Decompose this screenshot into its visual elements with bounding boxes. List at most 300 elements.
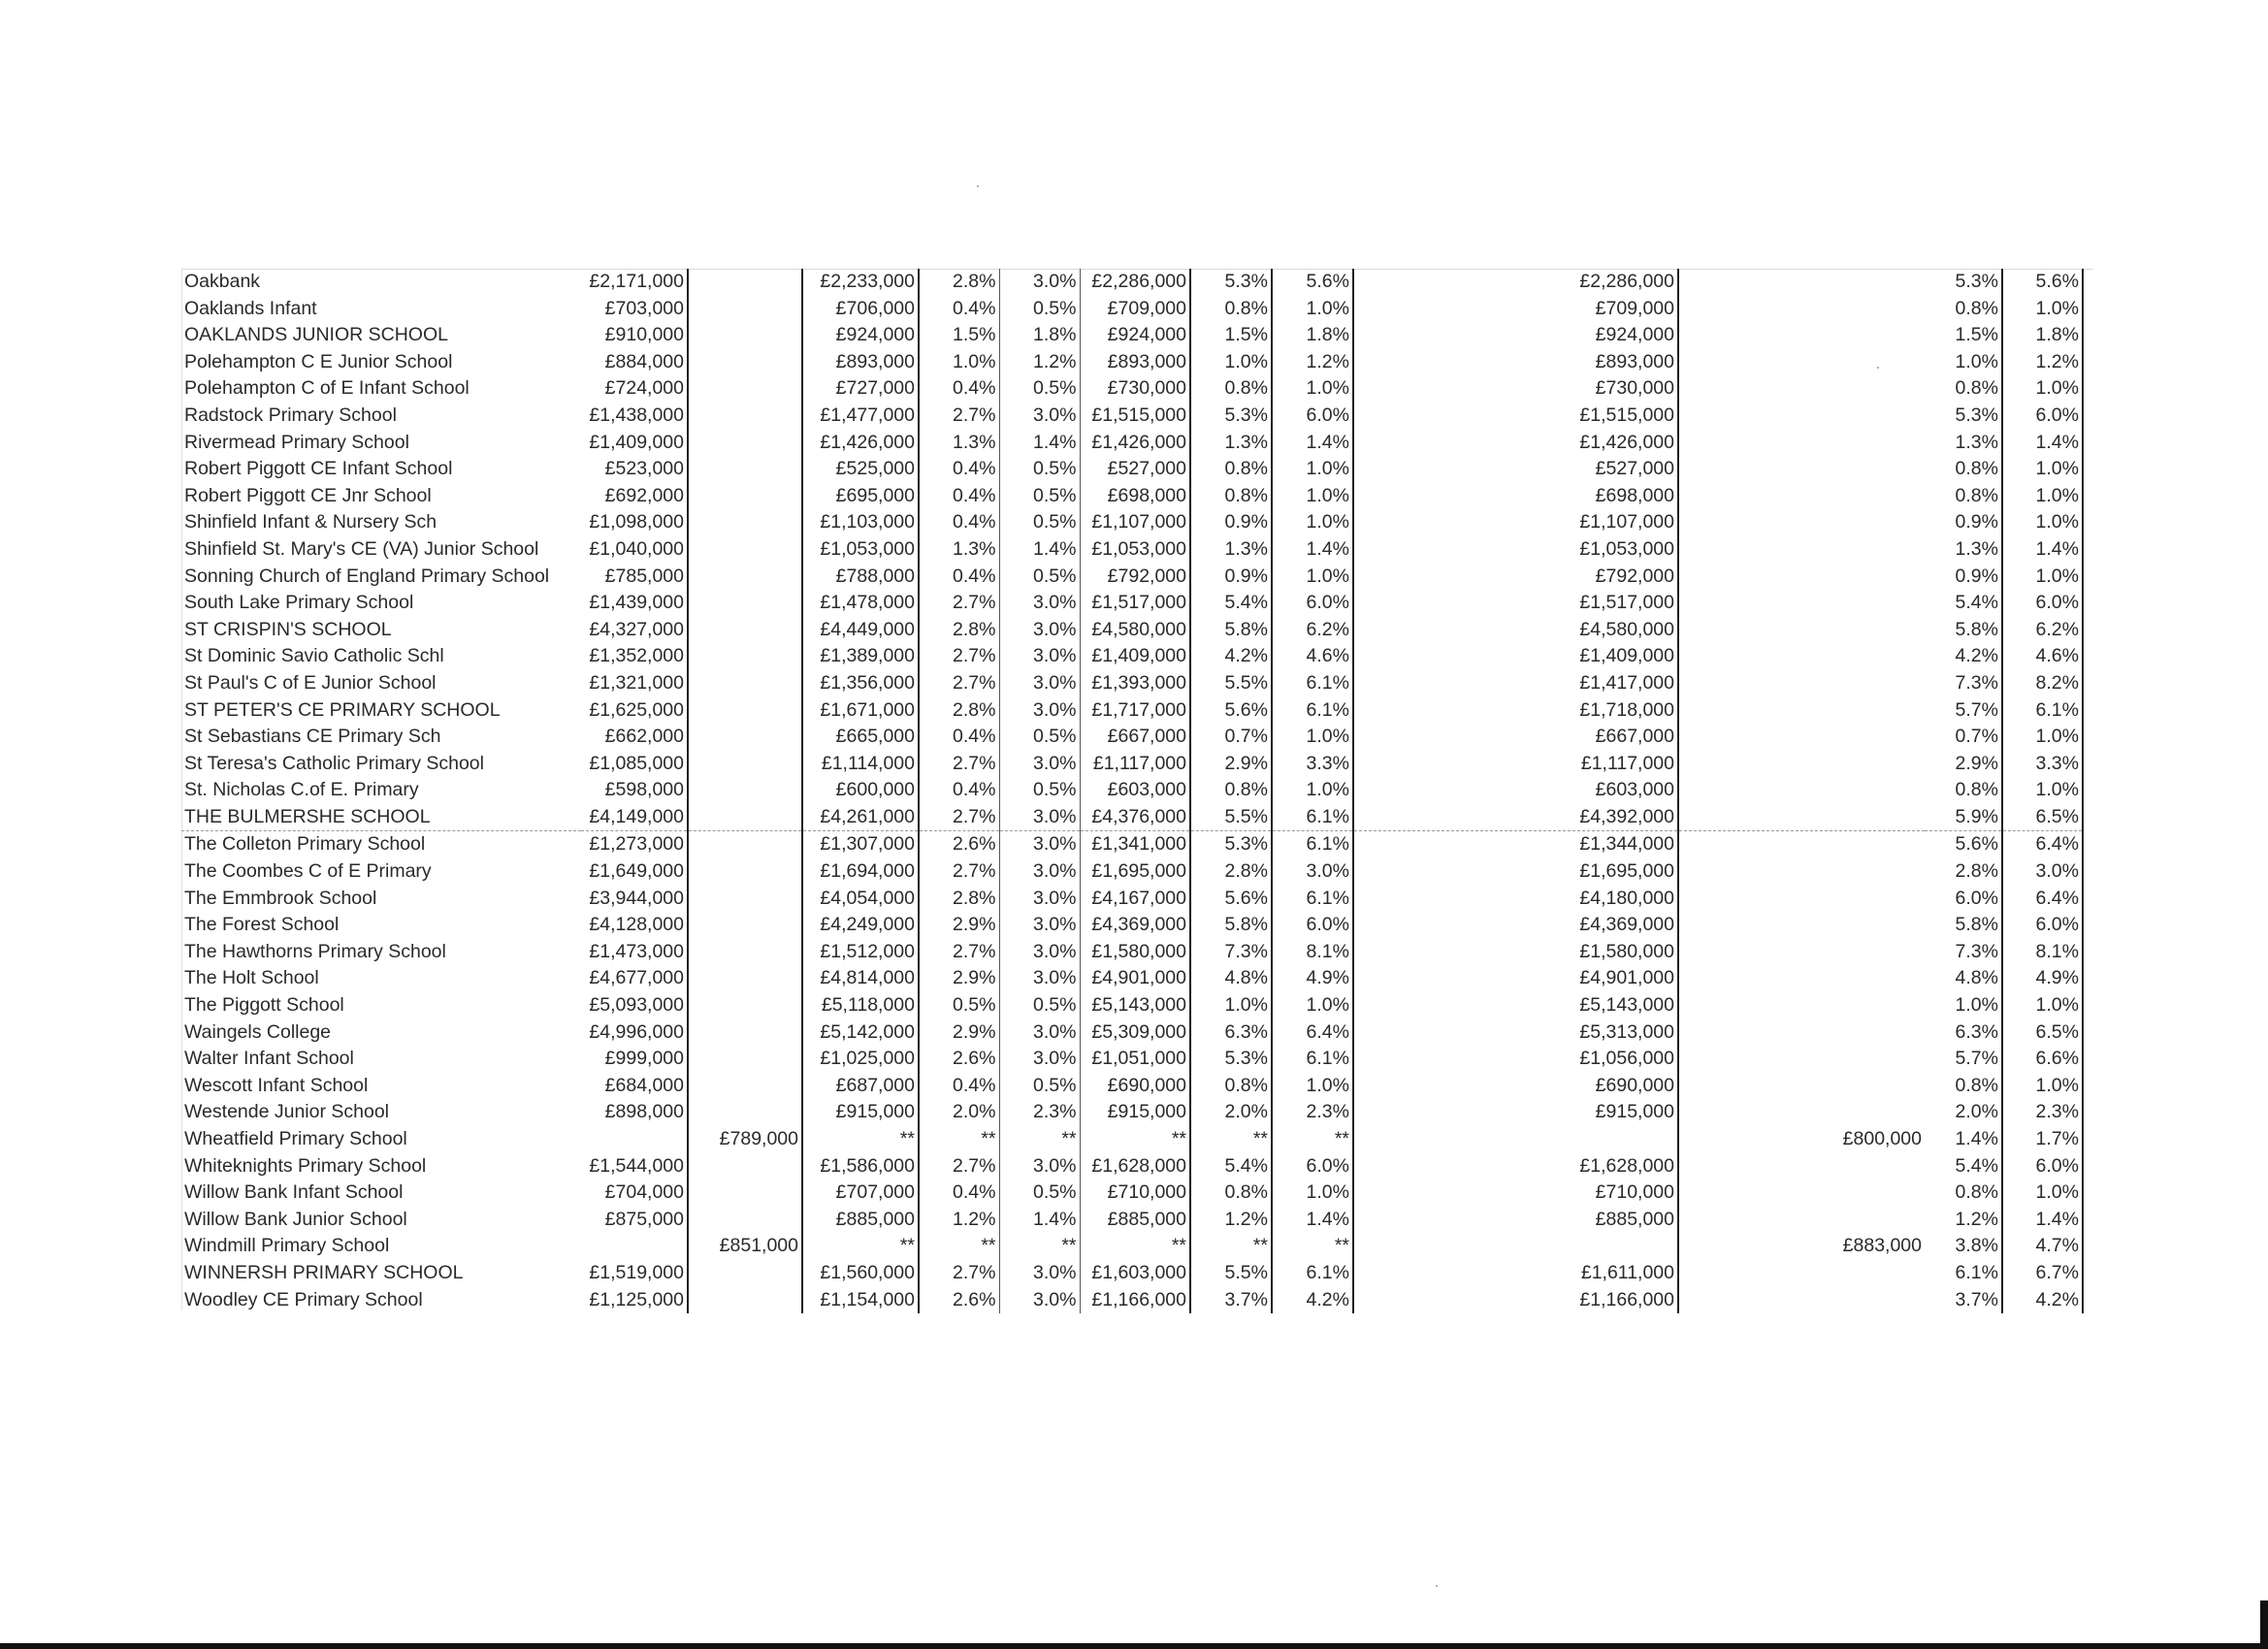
value-cell: £792,000: [1080, 564, 1190, 591]
value-cell: [688, 724, 802, 751]
value-cell: 5.8%: [1190, 912, 1272, 939]
value-cell: 7.3%: [1925, 670, 2002, 697]
value-cell: 0.7%: [1190, 724, 1272, 751]
value-cell: 2.8%: [919, 617, 999, 644]
value-cell: 2.9%: [1190, 751, 1272, 778]
value-cell: 1.0%: [1272, 296, 1353, 323]
value-cell: £525,000: [802, 456, 919, 483]
school-name-cell: Oaklands Infant: [184, 297, 317, 319]
value-cell: £710,000: [1080, 1180, 1190, 1207]
value-cell: £910,000: [581, 322, 688, 349]
value-cell: 3.0%: [999, 804, 1080, 831]
value-cell: 3.0%: [999, 590, 1080, 617]
value-cell: £1,154,000: [802, 1287, 919, 1314]
value-cell: 0.8%: [1925, 777, 2002, 804]
value-cell: 2.0%: [919, 1099, 999, 1126]
value-cell: 1.8%: [1272, 322, 1353, 349]
value-cell: 3.0%: [999, 1153, 1080, 1180]
value-cell: 1.0%: [2002, 992, 2083, 1019]
value-cell: [1678, 536, 1925, 564]
value-cell: [688, 804, 802, 831]
value-cell: 1.2%: [1925, 1207, 2002, 1234]
value-cell: £1,053,000: [802, 536, 919, 564]
value-cell: 1.2%: [1272, 349, 1353, 376]
value-cell: 2.7%: [919, 643, 999, 670]
table-row: [181, 375, 2083, 403]
value-cell: [1678, 375, 1925, 403]
value-cell: 7.3%: [1925, 939, 2002, 966]
value-cell: 1.0%: [1190, 992, 1272, 1019]
value-cell: 0.8%: [1190, 296, 1272, 323]
value-cell: [1678, 1207, 1925, 1234]
value-cell: 0.4%: [919, 724, 999, 751]
value-cell: **: [1272, 1233, 1353, 1260]
value-cell: 2.6%: [919, 831, 999, 858]
value-cell: £1,040,000: [581, 536, 688, 564]
value-cell: 0.5%: [999, 456, 1080, 483]
value-cell: £603,000: [1080, 777, 1190, 804]
value-cell: £875,000: [581, 1207, 688, 1234]
value-cell: **: [802, 1233, 919, 1260]
school-budget-table: [181, 269, 2084, 1313]
table-row: [181, 831, 2083, 858]
value-cell: 8.2%: [2002, 670, 2083, 697]
school-name-cell: Wheatfield Primary School: [184, 1128, 407, 1149]
value-cell: [1678, 1153, 1925, 1180]
value-cell: 4.8%: [1925, 965, 2002, 992]
value-cell: £523,000: [581, 456, 688, 483]
value-cell: £1,478,000: [802, 590, 919, 617]
value-cell: 0.4%: [919, 296, 999, 323]
value-cell: £1,517,000: [1353, 590, 1678, 617]
value-cell: 5.5%: [1190, 804, 1272, 831]
value-cell: 5.3%: [1190, 269, 1272, 296]
value-cell: £1,393,000: [1080, 670, 1190, 697]
value-cell: £4,901,000: [1080, 965, 1190, 992]
table-row: [181, 965, 2083, 992]
value-cell: £1,439,000: [581, 590, 688, 617]
value-cell: 3.0%: [999, 1046, 1080, 1073]
value-cell: 2.9%: [919, 1019, 999, 1047]
value-cell: [1678, 269, 1925, 296]
value-cell: 2.0%: [1925, 1099, 2002, 1126]
value-cell: [1678, 509, 1925, 536]
value-cell: 1.0%: [1272, 724, 1353, 751]
value-cell: 5.6%: [1190, 697, 1272, 725]
value-cell: £1,352,000: [581, 643, 688, 670]
value-cell: £4,249,000: [802, 912, 919, 939]
value-cell: 1.4%: [1272, 1207, 1353, 1234]
value-cell: 1.0%: [1272, 564, 1353, 591]
value-cell: 2.8%: [919, 269, 999, 296]
value-cell: 0.5%: [999, 296, 1080, 323]
value-cell: 4.9%: [2002, 965, 2083, 992]
value-cell: 5.4%: [1925, 590, 2002, 617]
value-cell: £724,000: [581, 375, 688, 403]
value-cell: 1.4%: [2002, 430, 2083, 457]
scan-speck: [1436, 1585, 1438, 1587]
value-cell: [1678, 992, 1925, 1019]
value-cell: 8.1%: [1272, 939, 1353, 966]
value-cell: 0.5%: [999, 483, 1080, 510]
value-cell: 5.7%: [1925, 697, 2002, 725]
value-cell: £1,341,000: [1080, 831, 1190, 858]
value-cell: £710,000: [1353, 1180, 1678, 1207]
value-cell: £667,000: [1353, 724, 1678, 751]
value-cell: £4,369,000: [1080, 912, 1190, 939]
value-cell: 3.0%: [999, 1260, 1080, 1287]
value-cell: [1678, 564, 1925, 591]
value-cell: £1,649,000: [581, 858, 688, 886]
value-cell: 2.8%: [1190, 858, 1272, 886]
value-cell: £598,000: [581, 777, 688, 804]
value-cell: 3.0%: [999, 403, 1080, 430]
value-cell: 1.0%: [1190, 349, 1272, 376]
value-cell: £1,409,000: [581, 430, 688, 457]
value-cell: £785,000: [581, 564, 688, 591]
school-name-cell: South Lake Primary School: [184, 592, 414, 614]
value-cell: [688, 296, 802, 323]
table-row: [181, 296, 2083, 323]
value-cell: [688, 1207, 802, 1234]
value-cell: [1678, 403, 1925, 430]
value-cell: £851,000: [688, 1233, 802, 1260]
value-cell: 0.5%: [999, 564, 1080, 591]
value-cell: 0.8%: [1925, 296, 2002, 323]
value-cell: 5.6%: [1925, 831, 2002, 858]
value-cell: 7.3%: [1190, 939, 1272, 966]
value-cell: 1.2%: [999, 349, 1080, 376]
value-cell: £695,000: [802, 483, 919, 510]
value-cell: £5,313,000: [1353, 1019, 1678, 1047]
value-cell: 0.5%: [999, 724, 1080, 751]
value-cell: 4.2%: [1925, 643, 2002, 670]
value-cell: 0.5%: [999, 1073, 1080, 1100]
value-cell: 5.6%: [2002, 269, 2083, 296]
value-cell: £4,814,000: [802, 965, 919, 992]
value-cell: £924,000: [1353, 322, 1678, 349]
value-cell: [688, 965, 802, 992]
value-cell: **: [1272, 1126, 1353, 1153]
value-cell: 0.5%: [999, 777, 1080, 804]
value-cell: 5.3%: [1925, 403, 2002, 430]
value-cell: £1,051,000: [1080, 1046, 1190, 1073]
value-cell: 3.7%: [1925, 1287, 2002, 1314]
value-cell: 5.3%: [1190, 1046, 1272, 1073]
value-cell: 6.4%: [2002, 831, 2083, 858]
value-cell: 3.0%: [999, 643, 1080, 670]
value-cell: £1,515,000: [1080, 403, 1190, 430]
value-cell: £885,000: [1353, 1207, 1678, 1234]
value-cell: [1678, 296, 1925, 323]
value-cell: 6.0%: [1272, 403, 1353, 430]
value-cell: [1678, 617, 1925, 644]
value-cell: 0.4%: [919, 777, 999, 804]
value-cell: £1,519,000: [581, 1260, 688, 1287]
value-cell: £883,000: [1842, 1235, 1922, 1257]
table-row: [181, 697, 2083, 725]
table-row: [181, 886, 2083, 913]
value-cell: £1,580,000: [1080, 939, 1190, 966]
value-cell: [1678, 430, 1925, 457]
value-cell: 1.0%: [2002, 483, 2083, 510]
value-cell: 1.0%: [1272, 509, 1353, 536]
table-row: [181, 456, 2083, 483]
value-cell: 5.5%: [1190, 670, 1272, 697]
value-cell: 1.4%: [999, 1207, 1080, 1234]
school-name-cell: THE BULMERSHE SCHOOL: [184, 805, 431, 827]
value-cell: 6.1%: [2002, 697, 2083, 725]
school-name-cell: OAKLANDS JUNIOR SCHOOL: [184, 324, 448, 346]
value-cell: £4,128,000: [581, 912, 688, 939]
value-cell: [1678, 456, 1925, 483]
value-cell: £709,000: [1353, 296, 1678, 323]
value-cell: £1,560,000: [802, 1260, 919, 1287]
value-cell: 5.3%: [1190, 403, 1272, 430]
value-cell: 1.2%: [2002, 349, 2083, 376]
value-cell: 1.0%: [1925, 349, 2002, 376]
value-cell: 1.0%: [2002, 509, 2083, 536]
school-name-cell: Willow Bank Infant School: [184, 1181, 404, 1204]
value-cell: 2.7%: [919, 804, 999, 831]
value-cell: [688, 509, 802, 536]
table-row: [181, 269, 2083, 296]
scan-speck: [1877, 367, 1879, 369]
value-cell: £1,695,000: [1353, 858, 1678, 886]
value-cell: £792,000: [1353, 564, 1678, 591]
table-row: [181, 939, 2083, 966]
value-cell: 1.0%: [1272, 375, 1353, 403]
value-cell: [1678, 1046, 1925, 1073]
table-row: [181, 509, 2083, 536]
table-row: [181, 564, 2083, 591]
value-cell: £1,389,000: [802, 643, 919, 670]
value-cell: 6.1%: [1272, 697, 1353, 725]
value-cell: 5.4%: [1190, 1153, 1272, 1180]
value-cell: 6.2%: [1272, 617, 1353, 644]
value-cell: 1.8%: [2002, 322, 2083, 349]
value-cell: [688, 617, 802, 644]
value-cell: [1678, 1019, 1925, 1047]
school-name-cell: Shinfield St. Mary's CE (VA) Junior School: [184, 537, 539, 560]
value-cell: £1,515,000: [1353, 403, 1678, 430]
value-cell: £924,000: [1080, 322, 1190, 349]
value-cell: £704,000: [581, 1180, 688, 1207]
value-cell: 1.0%: [2002, 724, 2083, 751]
value-cell: 2.7%: [919, 751, 999, 778]
value-cell: 1.0%: [1272, 777, 1353, 804]
value-cell: £4,449,000: [802, 617, 919, 644]
value-cell: 1.5%: [919, 322, 999, 349]
value-cell: £1,107,000: [1353, 509, 1678, 536]
table-row: [181, 483, 2083, 510]
value-cell: £1,586,000: [802, 1153, 919, 1180]
value-cell: 6.1%: [1272, 804, 1353, 831]
table-row: [181, 1099, 2083, 1126]
value-cell: £1,117,000: [1353, 751, 1678, 778]
value-cell: [1678, 831, 1925, 858]
value-cell: [1678, 912, 1925, 939]
value-cell: 6.0%: [2002, 590, 2083, 617]
value-cell: **: [919, 1233, 999, 1260]
value-cell: [688, 1073, 802, 1100]
value-cell: £915,000: [802, 1099, 919, 1126]
value-cell: £707,000: [802, 1180, 919, 1207]
table-body: [181, 269, 2083, 1313]
value-cell: £1,025,000: [802, 1046, 919, 1073]
value-cell: 8.1%: [2002, 939, 2083, 966]
value-cell: 5.4%: [1190, 590, 1272, 617]
table-row: [181, 1233, 2083, 1260]
value-cell: £915,000: [1353, 1099, 1678, 1126]
value-cell: **: [1190, 1126, 1272, 1153]
value-cell: £5,143,000: [1080, 992, 1190, 1019]
value-cell: £667,000: [1080, 724, 1190, 751]
value-cell: £684,000: [581, 1073, 688, 1100]
value-cell: £1,611,000: [1353, 1260, 1678, 1287]
value-cell: [1353, 1233, 1678, 1260]
value-cell: 2.7%: [919, 858, 999, 886]
value-cell: £1,125,000: [581, 1287, 688, 1314]
value-cell: £1,473,000: [581, 939, 688, 966]
school-name-cell: The Forest School: [184, 914, 340, 936]
value-cell: £600,000: [802, 777, 919, 804]
value-cell: 0.4%: [919, 483, 999, 510]
value-cell: £2,233,000: [802, 269, 919, 296]
value-cell: 0.8%: [1925, 456, 2002, 483]
value-cell: £690,000: [1353, 1073, 1678, 1100]
value-cell: £800,000: [1842, 1128, 1922, 1149]
school-name-cell: St Paul's C of E Junior School: [184, 671, 437, 694]
value-cell: 3.0%: [2002, 858, 2083, 886]
value-cell: £1,477,000: [802, 403, 919, 430]
value-cell: 1.3%: [1190, 536, 1272, 564]
school-name-cell: Robert Piggott CE Infant School: [184, 458, 453, 480]
value-cell: **: [919, 1126, 999, 1153]
school-name-cell: Oakbank: [184, 271, 261, 292]
value-cell: £4,180,000: [1353, 886, 1678, 913]
value-cell: 1.2%: [1190, 1207, 1272, 1234]
value-cell: **: [1190, 1233, 1272, 1260]
table-row: [181, 349, 2083, 376]
table-row: [181, 1153, 2083, 1180]
value-cell: [688, 456, 802, 483]
table-row: [181, 617, 2083, 644]
value-cell: [688, 1260, 802, 1287]
school-name-cell: ST CRISPIN'S SCHOOL: [184, 618, 392, 640]
value-cell: 5.8%: [1925, 617, 2002, 644]
value-cell: £1,426,000: [802, 430, 919, 457]
table-row: [181, 403, 2083, 430]
value-cell: 6.7%: [2002, 1260, 2083, 1287]
value-cell: 3.0%: [999, 751, 1080, 778]
value-cell: 5.8%: [1925, 912, 2002, 939]
value-cell: [1678, 349, 1925, 376]
value-cell: [688, 403, 802, 430]
table-row: [181, 751, 2083, 778]
school-name-cell: Whiteknights Primary School: [184, 1154, 427, 1177]
value-cell: £2,286,000: [1080, 269, 1190, 296]
value-cell: 0.8%: [1190, 1073, 1272, 1100]
value-cell: £1,409,000: [1080, 643, 1190, 670]
value-cell: £662,000: [581, 724, 688, 751]
value-cell: [688, 322, 802, 349]
value-cell: £924,000: [802, 322, 919, 349]
value-cell: £5,118,000: [802, 992, 919, 1019]
value-cell: 1.0%: [2002, 1180, 2083, 1207]
value-cell: £4,327,000: [581, 617, 688, 644]
value-cell: [1678, 858, 1925, 886]
value-cell: [688, 831, 802, 858]
school-name-cell: Polehampton C of E Infant School: [184, 377, 470, 400]
value-cell: 6.1%: [1272, 1260, 1353, 1287]
value-cell: £915,000: [1080, 1099, 1190, 1126]
value-cell: 5.6%: [1272, 269, 1353, 296]
table-row: [181, 1260, 2083, 1287]
value-cell: **: [802, 1126, 919, 1153]
value-cell: [1678, 804, 1925, 831]
value-cell: 6.5%: [2002, 1019, 2083, 1047]
value-cell: £885,000: [802, 1207, 919, 1234]
value-cell: 1.0%: [2002, 375, 2083, 403]
value-cell: 3.0%: [999, 1287, 1080, 1314]
value-cell: 6.1%: [1925, 1260, 2002, 1287]
value-cell: 6.4%: [1272, 1019, 1353, 1047]
school-name-cell: WINNERSH PRIMARY SCHOOL: [184, 1261, 464, 1283]
value-cell: 2.7%: [919, 670, 999, 697]
value-cell: [688, 643, 802, 670]
value-cell: [1678, 886, 1925, 913]
value-cell: 0.4%: [919, 375, 999, 403]
value-cell: 0.8%: [1925, 375, 2002, 403]
school-name-cell: The Emmbrook School: [184, 887, 377, 909]
value-cell: 6.1%: [1272, 831, 1353, 858]
table-row: [181, 590, 2083, 617]
value-cell: 1.0%: [1272, 483, 1353, 510]
value-cell: 2.7%: [919, 1260, 999, 1287]
value-cell: 5.9%: [1925, 804, 2002, 831]
value-cell: [688, 777, 802, 804]
scan-bottom-edge: [0, 1643, 2268, 1649]
school-name-cell: The Colleton Primary School: [181, 831, 581, 858]
value-cell: 0.4%: [919, 1180, 999, 1207]
value-cell: 3.0%: [999, 831, 1080, 858]
value-cell: 1.2%: [919, 1207, 999, 1234]
value-cell: 3.0%: [999, 670, 1080, 697]
value-cell: 0.5%: [999, 1180, 1080, 1207]
value-cell: £527,000: [1353, 456, 1678, 483]
value-cell: 2.7%: [919, 590, 999, 617]
value-cell: £1,580,000: [1353, 939, 1678, 966]
table-row: [181, 1207, 2083, 1234]
value-cell: **: [1080, 1126, 1190, 1153]
value-cell: £893,000: [802, 349, 919, 376]
value-cell: £1,695,000: [1080, 858, 1190, 886]
value-cell: [1678, 1099, 1925, 1126]
value-cell: [688, 939, 802, 966]
value-cell: £2,286,000: [1353, 269, 1678, 296]
value-cell: [688, 564, 802, 591]
value-cell: £4,580,000: [1353, 617, 1678, 644]
value-cell: £1,356,000: [802, 670, 919, 697]
value-cell: 1.4%: [999, 430, 1080, 457]
value-cell: 5.4%: [1925, 1153, 2002, 1180]
school-name-cell: Windmill Primary School: [184, 1235, 390, 1257]
value-cell: [688, 1287, 802, 1314]
value-cell: £687,000: [802, 1073, 919, 1100]
value-cell: 2.9%: [1925, 751, 2002, 778]
value-cell: £690,000: [1080, 1073, 1190, 1100]
